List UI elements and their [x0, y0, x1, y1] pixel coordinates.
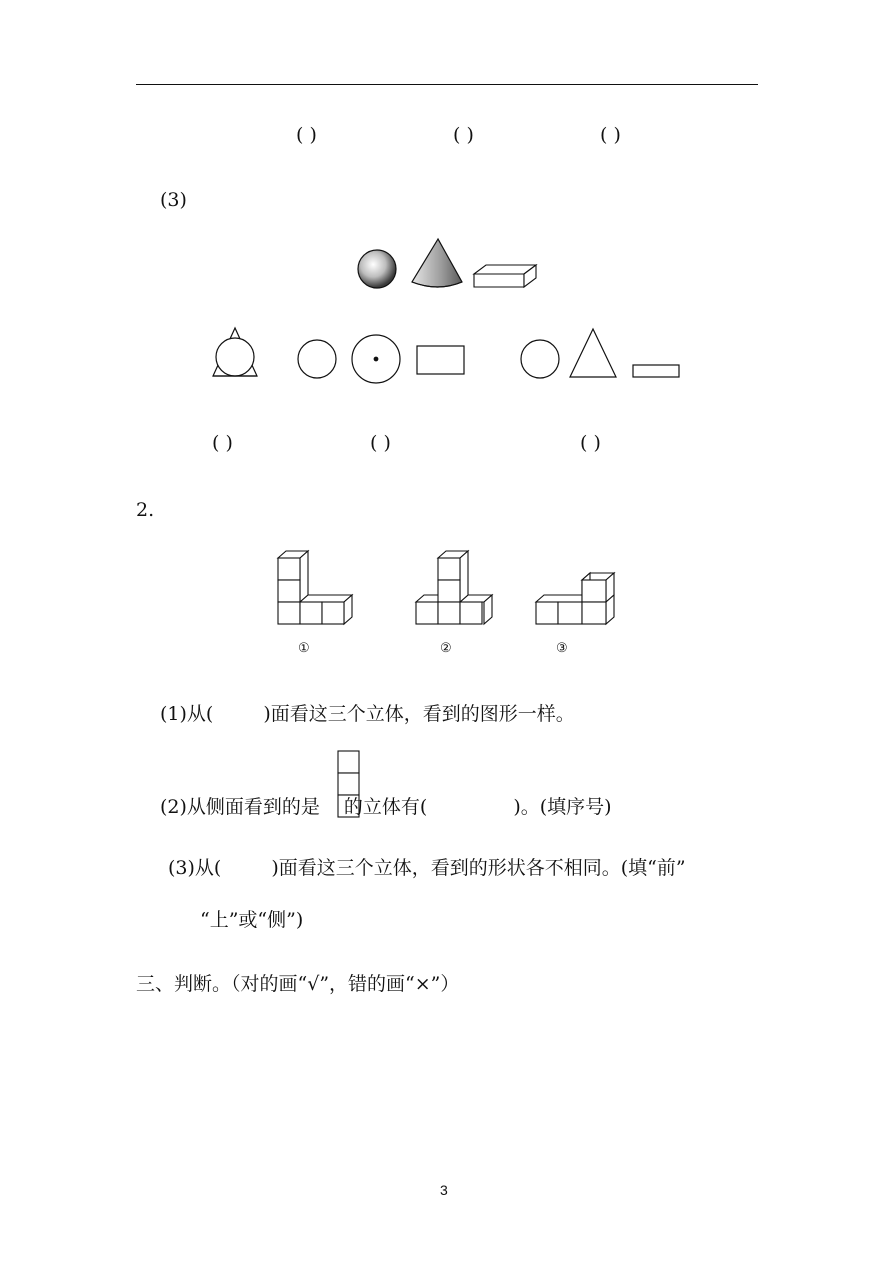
q2-sub1-part-b: )面看这三个立体，看到的图形一样。: [263, 703, 575, 725]
cube-figure-2: [416, 551, 492, 624]
solids-figure: [350, 232, 550, 296]
q2-sub3-part-a: (3)从(: [168, 857, 222, 879]
cube-figure-1: [278, 551, 352, 624]
q2-sub1: [160, 702, 575, 726]
part3-answer-1: ( ): [212, 432, 233, 454]
cone-icon: [412, 239, 462, 287]
part3-answer-2: ( ): [370, 432, 391, 454]
q2-sub2-part-b: 的立体有(: [343, 796, 428, 818]
q2-sub2-part-c: )。(填序号): [513, 796, 612, 818]
q2-sub3: [168, 856, 686, 880]
figure-label-3: ③: [556, 641, 568, 656]
cube-figure-3: [536, 573, 614, 624]
section3-title: 三、判断。（对的画“√”，错的画“×”）: [136, 973, 460, 995]
q2-sub3-continued: “上”或“侧”): [200, 909, 304, 931]
q2-sub2-part-a: (2)从侧面看到的是: [160, 796, 320, 818]
answer-blank-2: ( ): [453, 124, 474, 146]
views-figure: [205, 322, 695, 388]
figure-label-1: ①: [298, 641, 310, 656]
q2-sub3-part-b: )面看这三个立体，看到的形状各不相同。(填“前”: [271, 857, 686, 879]
page-number: 3: [440, 1182, 448, 1198]
q2-number: 2.: [136, 499, 155, 521]
view-group-1: [213, 328, 257, 376]
part3-label: (3): [160, 189, 187, 211]
q2-sub2: [160, 795, 612, 819]
header-rule: [136, 84, 758, 85]
figure-label-2: ②: [440, 641, 452, 656]
view-group-3: [521, 329, 679, 378]
answer-blank-1: ( ): [296, 124, 317, 146]
sphere-icon: [358, 250, 396, 288]
view-group-2: [298, 335, 464, 383]
answer-blank-3: ( ): [600, 124, 621, 146]
part3-answer-3: ( ): [580, 432, 601, 454]
cube-figures: [270, 544, 630, 628]
q2-sub1-part-a: (1)从(: [160, 703, 214, 725]
cuboid-icon: [474, 265, 536, 287]
